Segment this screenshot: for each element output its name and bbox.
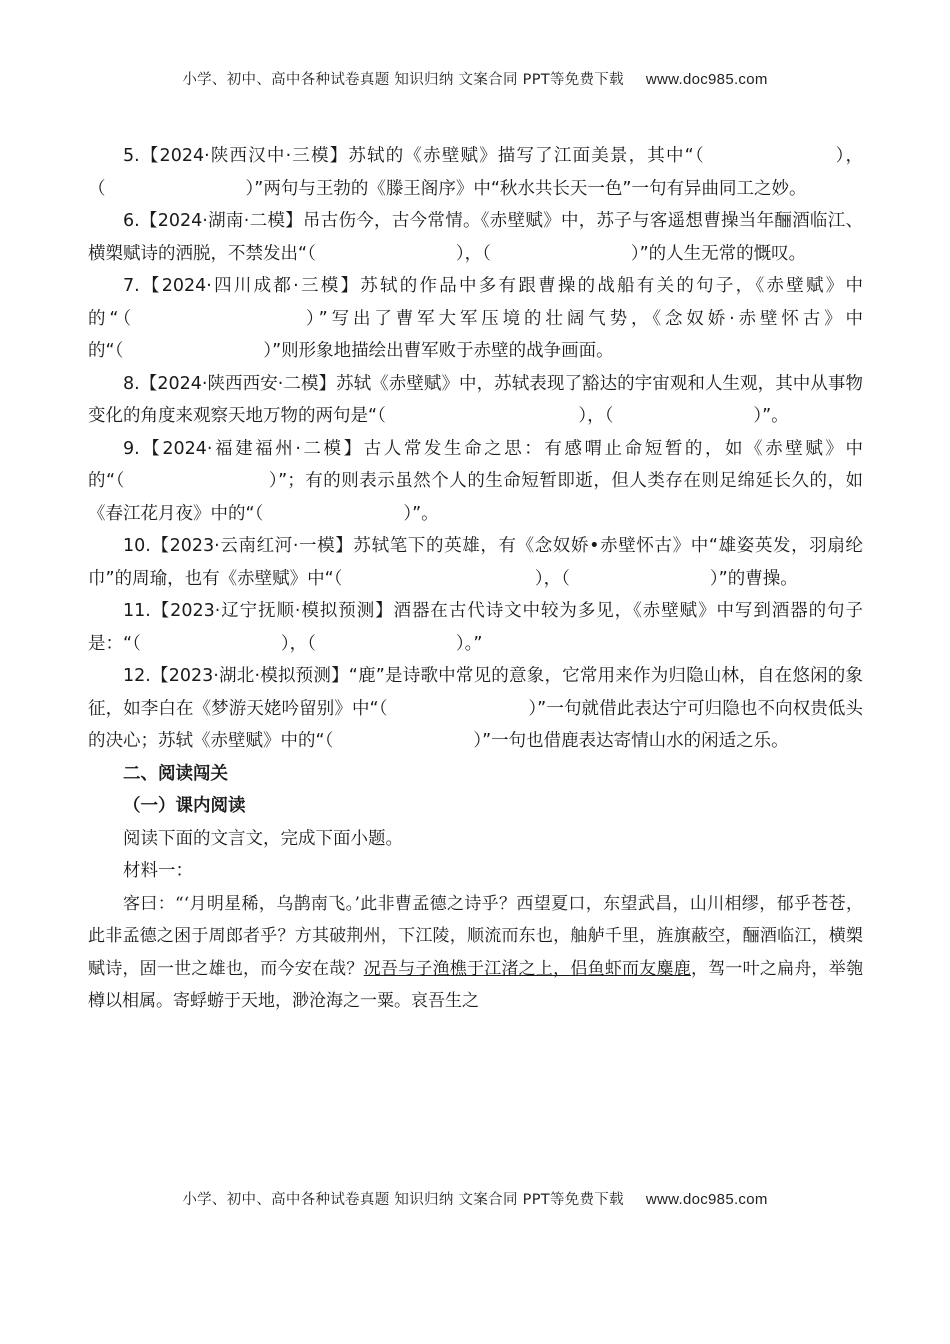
document-body bbox=[88, 140, 863, 1018]
material-label: 材料一： bbox=[123, 861, 193, 881]
header-text: 小学、初中、高中各种试卷真题 知识归纳 文案合同 PPT等免费下载 bbox=[182, 72, 624, 88]
question-12: 12.【2023·湖北·模拟预测】“鹿”是诗歌中常见的意象，它常用来作为归隐山林，自在悠闲的象征，如李白在《梦游天姥吟留别》中“（ ）”一句就借此表达宁可归隐也不向权贵低头的决心；苏轼《赤壁赋》中的“（ ）”一句也借鹿表达寄情山水的闲适之乐。 bbox=[88, 666, 863, 751]
footer-text: 小学、初中、高中各种试卷真题 知识归纳 文案合同 PPT等免费下载 bbox=[182, 1192, 624, 1208]
question-10: 10.【2023·云南红河·一模】苏轼笔下的英雄，有《念奴娇•赤壁怀古》中“雄姿英发，羽扇纶巾”的周瑜，也有《赤壁赋》中“（ ），（ ）”的曹操。 bbox=[88, 536, 863, 589]
page-footer bbox=[0, 1188, 950, 1209]
passage-part-2: ，驾一叶之扁舟，举匏樽以相属。寄蜉蝣于天地，渺沧海之一粟。哀吾生之 bbox=[88, 958, 864, 1011]
reading-instruction: 阅读下面的文言文，完成下面小题。 bbox=[123, 828, 403, 849]
question-5: 5.【2024·陕西汉中·三模】苏轼的《赤壁赋》描写了江面美景，其中“（ ），（ ）”两句与王勃的《滕王阁序》中“秋水共长天一色”一句有异曲同工之妙。 bbox=[88, 146, 863, 199]
section-subtitle: （一）课内阅读 bbox=[123, 796, 246, 816]
passage-text bbox=[88, 888, 863, 1018]
question-11: 11.【2023·辽宁抚顺·模拟预测】酒器在古代诗文中较为多见，《赤壁赋》中写到酒器的句子是：“（ ），（ ）。” bbox=[88, 601, 863, 654]
header-url[interactable]: www.doc985.com bbox=[645, 71, 768, 88]
footer-url[interactable]: www.doc985.com bbox=[645, 1191, 768, 1208]
passage-underlined: 况吾与子渔樵于江渚之上，侣鱼虾而友麋鹿 bbox=[363, 958, 691, 979]
question-7: 7.【2024·四川成都·三模】苏轼的作品中多有跟曹操的战船有关的句子，《赤壁赋》中的“（ ）”写出了曹军大军压境的壮阔气势，《念奴娇·赤壁怀古》中的“（ ）”则形象地描绘出曹军败于赤壁的战争画面。 bbox=[88, 276, 863, 361]
passage-part-1: 客曰：“‘月明星稀，乌鹊南飞。’此非曹孟德之诗乎？西望夏口，东望武昌，山川相缪，郁乎苍苍，此非孟德之困于周郎者乎？方其破荆州，下江陵，顺流而东也，舳舻千里，旌旗蔽空，酾酒临江，横槊赋诗，固一世之雄也，而今安在哉？ bbox=[88, 893, 863, 979]
page-header bbox=[0, 68, 950, 89]
question-9: 9.【2024·福建福州·二模】古人常发生命之思：有感喟止命短暂的，如《赤壁赋》中的“（ ）”；有的则表示虽然个人的生命短暂即逝，但人类存在则足绵延长久的，如《春江花月夜》中的“（ ）”。 bbox=[88, 438, 863, 524]
question-6: 6.【2024·湖南·二模】吊古伤今，古今常情。《赤壁赋》中，苏子与客遥想曹操当年酾酒临江、横槊赋诗的洒脱，不禁发出“（ ），（ ）”的人生无常的慨叹。 bbox=[88, 211, 863, 264]
question-8: 8.【2024·陕西西安·二模】苏轼《赤壁赋》中，苏轼表现了豁达的宇宙观和人生观，其中从事物变化的角度来观察天地万物的两句是“（ ），（ ）”。 bbox=[88, 373, 863, 426]
section-title: 二、阅读闯关 bbox=[123, 763, 228, 784]
